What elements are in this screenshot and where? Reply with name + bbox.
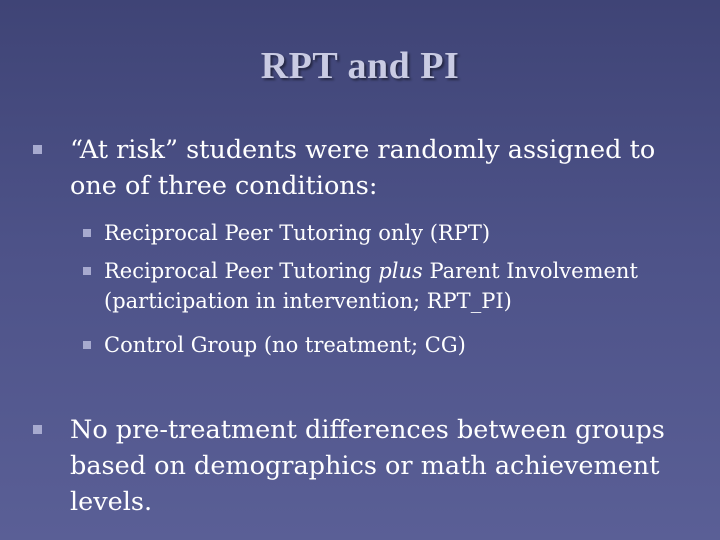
bullet-2-line-3: levels. bbox=[70, 487, 153, 517]
bullet-2-line-2: based on demographics or math achievement bbox=[70, 451, 660, 481]
sub-item-label: Control Group (no treatment; CG) bbox=[104, 333, 466, 357]
sub-item-text-before: Reciprocal Peer Tutoring bbox=[104, 259, 379, 283]
square-bullet-icon bbox=[33, 145, 42, 154]
sub-item-emphasis: plus bbox=[378, 259, 423, 283]
square-bullet-icon bbox=[83, 229, 91, 237]
slide-title: RPT and PI bbox=[260, 45, 460, 87]
sub-item-label bbox=[104, 256, 704, 316]
sub-item-line-2: (participation in intervention; RPT_PI) bbox=[104, 289, 512, 313]
bullet-2-line-1: No pre-treatment differences between groups bbox=[70, 415, 665, 445]
bullet-1-line-2: one of three conditions: bbox=[70, 171, 378, 201]
sub-item-text-after: Parent Involvement bbox=[422, 259, 638, 283]
bullet-text-2 bbox=[70, 412, 690, 520]
bullet-1-line-1: “At risk” students were randomly assigned to bbox=[70, 135, 656, 165]
square-bullet-icon bbox=[33, 425, 42, 434]
square-bullet-icon bbox=[83, 267, 91, 275]
sub-item-label: Reciprocal Peer Tutoring only (RPT) bbox=[104, 221, 491, 245]
square-bullet-icon bbox=[83, 341, 91, 349]
bullet-text-1 bbox=[70, 132, 690, 204]
